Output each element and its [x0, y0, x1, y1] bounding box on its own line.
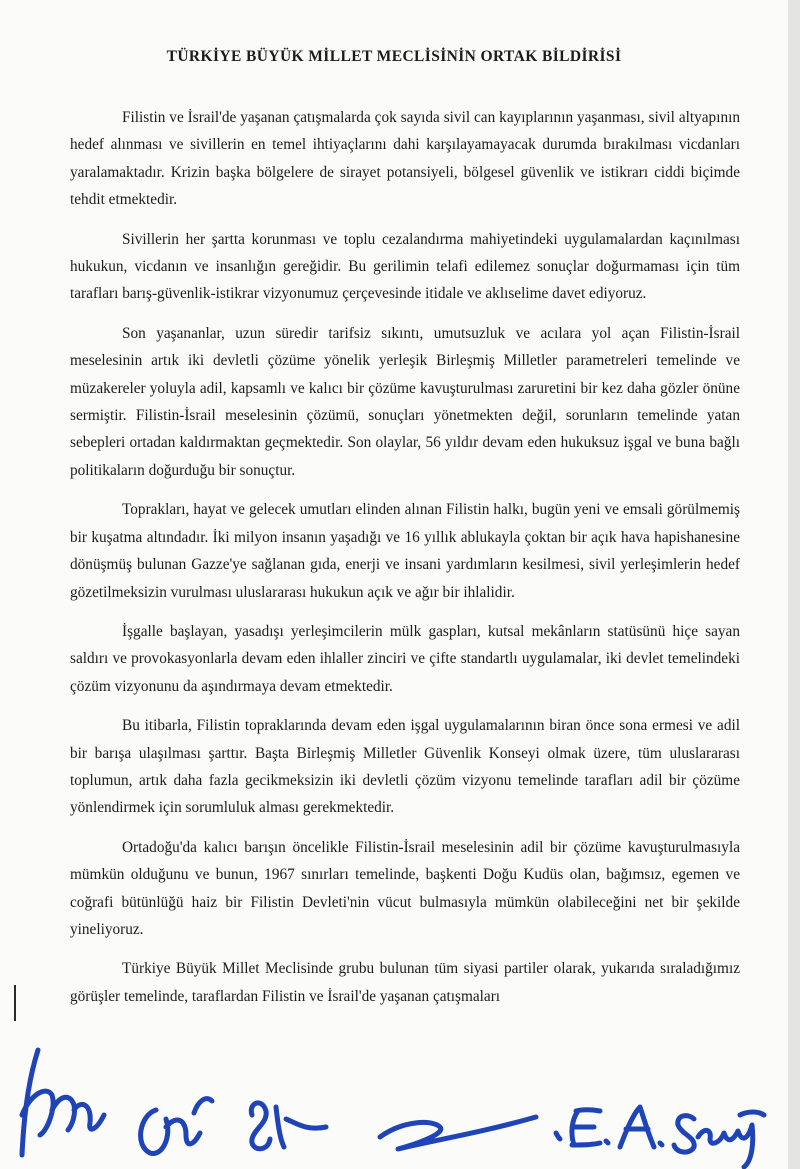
paragraph-7: Ortadoğu'da kalıcı barışın öncelikle Filistin-İsrail meselesinin adil bir çözüme kavuşturulmasıyla mümkün olduğunu ve bunun, 1967 sınırları temelinde, başkenti Doğu Kudüs olan, bağımsız, egemen ve coğrafi bütünlüğü haiz bir Filistin Devleti'nin vücut bulmasıyla mümkün olabileceğini net bir şekilde yineliyoruz. — [70, 838, 740, 938]
paragraph-5: İşgalle başlayan, yasadışı yerleşimcilerin mülk gaspları, kutsal mekânların statüsünü hiçe sayan saldırı ve provokasyonlarla devam eden ihlaller zinciri ve çifte standartlı uygulamalar, iki devlet temelindeki çözüm vizyonunu da aşındırmaya devam etmektedir. — [70, 622, 740, 695]
signature-1 — [22, 1050, 104, 1155]
signature-5 — [556, 1107, 764, 1167]
signature-3 — [251, 1103, 326, 1149]
screen-edge-strip — [788, 0, 800, 1169]
signature-2 — [141, 1099, 212, 1154]
paragraph-3: Son yaşananlar, uzun süredir tarifsiz sıkıntı, umutsuzluk ve acılara yol açan Filistin-İsrail meselesinin artık iki devletli çözüme yönelik yerleşik Birleşmiş Milletler parametreleri temelinde ve müzakereler yoluyla adil, kapsamlı ve kalıcı bir çözüme kavuşturulması zaruretini bir kez daha gözler önüne sermiştir. Filistin-İsrail meselesinin çözümü, sonuçları yönetmekten değil, sorunların temelinde yatan sebepleri ortadan kaldırmaktan geçmektedir. Son olaylar, 56 yıldır devam eden hukuksuz işgal ve buna bağlı politikaların doğurduğu bir sonuçtur. — [70, 324, 740, 479]
signatures-area — [0, 1015, 788, 1169]
paragraph-1: Filistin ve İsrail'de yaşanan çatışmalarda çok sayıda sivil can kayıplarının yaşanması, sivil altyapının hedef alınması ve sivillerin en temel ihtiyaçlarını dahi karşılayamayacak durumda bırakılması vicdanları yaralamaktadır. Krizin başka bölgelere de sirayet potansiyeli, bölgesel güvenlik ve istikrarı ciddi biçimde tehdit etmektedir. — [70, 109, 740, 209]
paragraph-6: Bu itibarla, Filistin topraklarında devam eden işgal uygulamalarının biran önce sona ermesi ve adil bir barışa ulaşılması şarttır. Başta Birleşmiş Milletler Güvenlik Konseyi olmak üzere, tüm uluslararası toplumun, artık daha fazla gecikmeksizin iki devletli çözüm vizyonu temelinde tarafları adil bir çözüme yönlendirmek için sorumluluk alması gerekmektedir. — [70, 717, 740, 817]
paragraph-4: Toprakları, hayat ve gelecek umutları elinden alınan Filistin halkı, bugün yeni ve emsali görülmemiş bir kuşatma altındadır. İki milyon insanın yaşadığı ve 16 yıllık ablukayla çoktan bir açık hava hapishanesine dönüşmüş bulunan Gazze'ye sağlanan gıda, enerji ve insani yardımların kesilmesi, sivil yerleşimlerin hedef gözetilmeksizin vurulması uluslararası hukukun açık ve ağır bir ihlalidir. — [70, 501, 740, 601]
paragraph-8: Türkiye Büyük Millet Meclisinde grubu bulunan tüm siyasi partiler olarak, yukarıda sıraladığımız görüşler temelinde, taraflardan Filistin ve İsrail'de yaşanan çatışmaları — [70, 960, 740, 1005]
paragraph-2: Sivillerin her şartta korunması ve toplu cezalandırma mahiyetindeki uygulamalardan kaçınılması hukukun, vicdanın ve insanlığın gereğidir. Bu gerilimin telafi edilemez sonuçlar doğurmaması için tüm tarafları barış-güvenlik-istikrar vizyonumuz çerçevesinde itidale ve aklıselime davet ediyoruz. — [70, 230, 740, 303]
document-title: TÜRKİYE BÜYÜK MİLLET MECLİSİNİN ORTAK BİLDİRİSİ — [166, 48, 622, 65]
signature-4 — [380, 1117, 536, 1149]
handwritten-signatures — [0, 1015, 788, 1169]
document-body — [70, 104, 740, 1022]
